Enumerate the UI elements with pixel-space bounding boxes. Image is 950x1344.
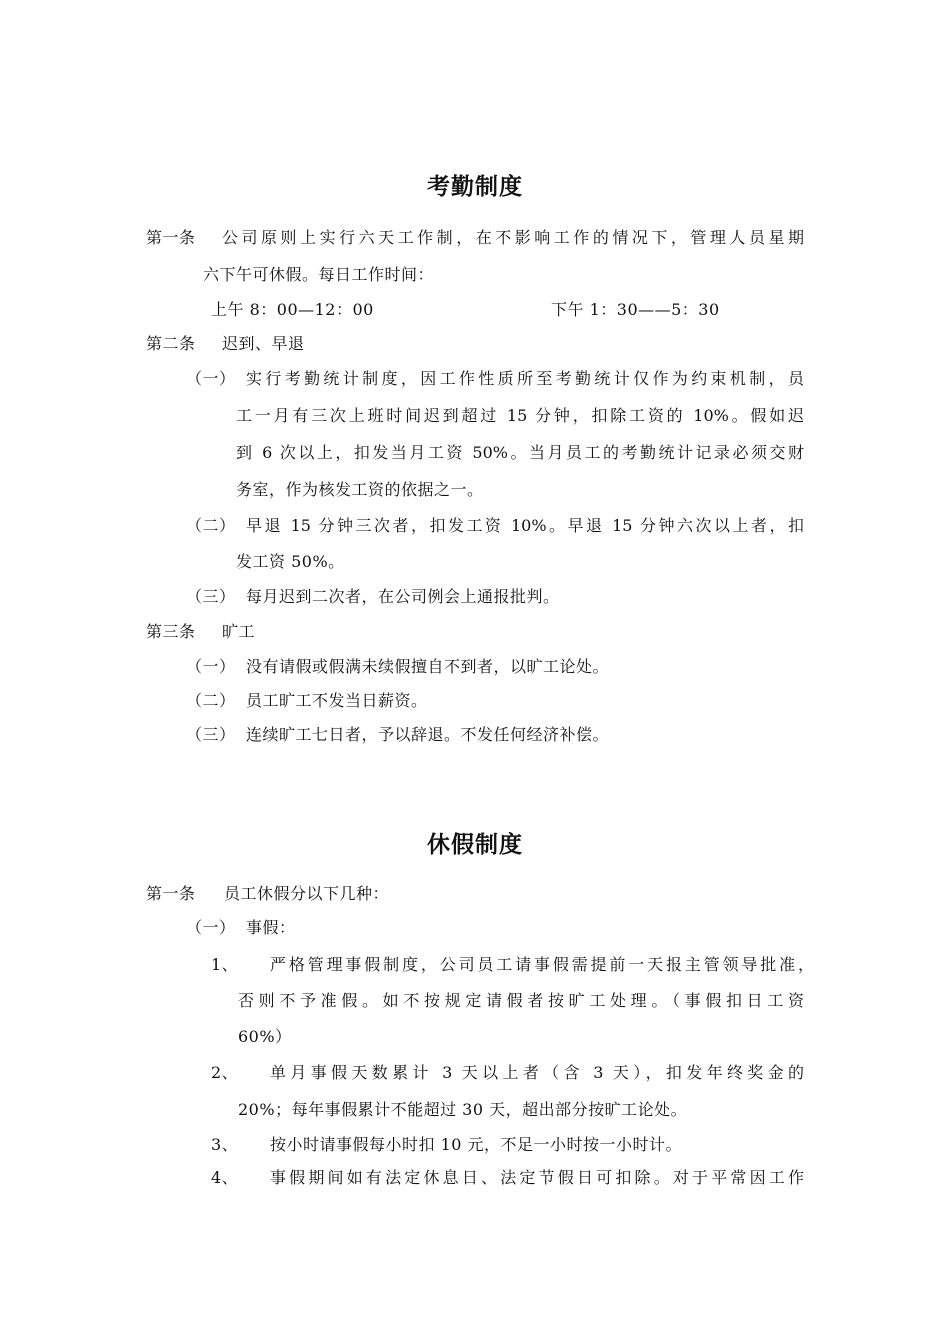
art2-item2-line1: 早退 15 分钟三次者，扣发工资 10%。早退 15 分钟六次以上者，扣 [246,516,804,535]
art3-item2-number: （二） [186,691,236,710]
art2-item1-line3: 到 6 次以上，扣发当月工资 50%。当月员工的考勤统计记录必须交财 [236,443,804,462]
art1-label: 第一条 [146,228,196,247]
art2-item2-number: （二） [186,516,236,535]
art3-item3-number: （三） [186,725,236,744]
leave-p1-line3: 60%） [238,1027,292,1046]
leave-p2-number: 2、 [211,1063,239,1082]
art2-item1-line2: 工一月有三次上班时间迟到超过 15 分钟，扣除工资的 10%。假如迟 [236,406,804,425]
leave-p2-line1: 单月事假天数累计 3 天以上者（含 3 天），扣发年终奖金的 [270,1063,804,1082]
art2-heading: 迟到、早退 [222,334,305,353]
leave-art1-heading: 员工休假分以下几种： [224,884,390,903]
leave-p4-line1: 事假期间如有法定休息日、法定节假日可扣除。对于平常因工作 [270,1168,804,1187]
art1-text-line2: 六下午可休假。每日工作时间： [203,265,435,284]
leave-p1-number: 1、 [211,955,239,974]
attendance-title: 考勤制度 [427,173,523,200]
leave-p3-line1: 按小时请事假每小时扣 10 元，不足一小时按一小时计。 [270,1135,683,1154]
leave-sub1-number: （一） [186,918,236,937]
art2-item1-line1: 实行考勤统计制度，因工作性质所至考勤统计仅作为约束机制，员 [246,369,804,388]
leave-sub1-heading: 事假： [246,918,296,937]
leave-p3-number: 3、 [211,1135,239,1154]
work-hours-morning: 上午 8：00—12：00 [211,300,374,319]
art3-label: 第三条 [146,622,196,641]
art2-item2-line2: 发工资 50%。 [236,552,345,571]
art3-heading: 旷工 [222,622,256,641]
art3-item3-line1: 连续旷工七日者，予以辞退。不发任何经济补偿。 [246,725,610,744]
art2-item1-line4: 务室，作为核发工资的依据之一。 [236,480,484,499]
leave-p1-line2: 否则不予准假。如不按规定请假者按旷工处理。（事假扣日工资 [238,991,804,1010]
leave-p1-line1: 严格管理事假制度，公司员工请事假需提前一天报主管领导批准， [270,955,814,974]
leave-art1-label: 第一条 [146,884,196,903]
art2-item3-number: （三） [186,587,236,606]
art1-text-line1: 公司原则上实行六天工作制，在不影响工作的情况下，管理人员星期 [222,228,804,247]
work-hours-afternoon: 下午 1：30——5：30 [551,300,720,319]
art2-label: 第二条 [146,334,196,353]
art3-item2-line1: 员工旷工不发当日薪资。 [246,691,428,710]
art2-item1-number: （一） [186,369,236,388]
art3-item1-number: （一） [186,657,236,676]
art2-item3-line1: 每月迟到二次者，在公司例会上通报批判。 [246,587,560,606]
art3-item1-line1: 没有请假或假满未续假擅自不到者，以旷工论处。 [246,657,610,676]
leave-title: 休假制度 [427,831,523,858]
leave-p2-line2: 20%；每年事假累计不能超过 30 天，超出部分按旷工论处。 [238,1100,688,1119]
leave-p4-number: 4、 [211,1168,239,1187]
